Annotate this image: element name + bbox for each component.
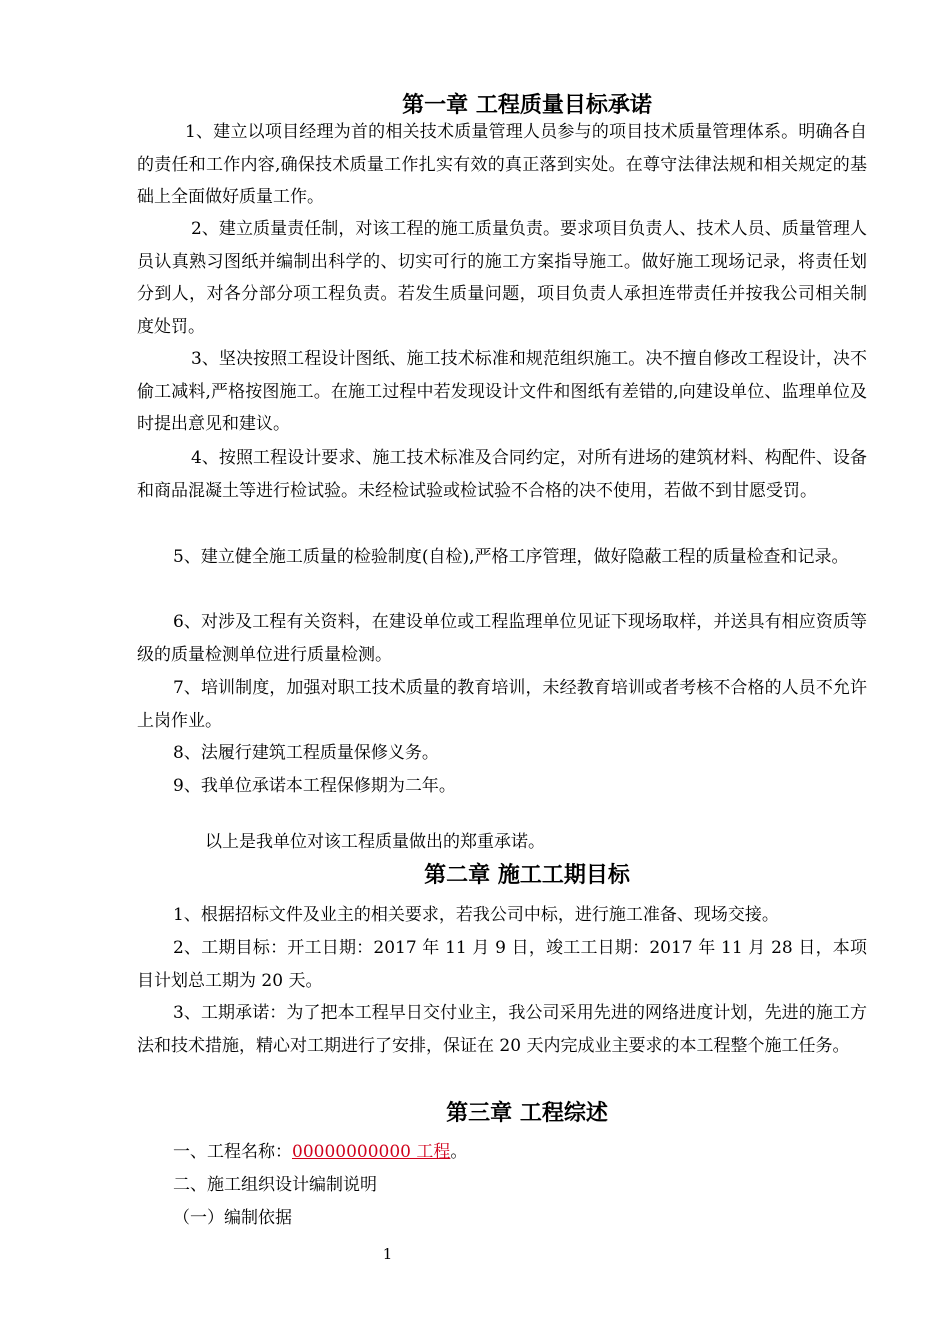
chapter1-item-7: 7、培训制度，加强对职工技术质量的教育培训，未经教育培训或者考核不合格的人员不允许上岗作业。 (137, 678, 867, 731)
chapter1-item-1: 1、建立以项目经理为首的相关技术质量管理人员参与的项目技术质量管理体系。明确各自的责任和工作内容,确保技术质量工作扎实有效的真正落到实处。在尊守法律法规和相关规定的基础上全面做好质量工作。 (137, 122, 867, 207)
project-name: 00000000000 工程 (292, 1142, 451, 1162)
chapter3-title: 第三章 工程综述 (446, 1100, 608, 1126)
chapter1-title: 第一章 工程质量目标承诺 (402, 92, 652, 118)
chapter3-item-3: （一）编制依据 (173, 1208, 292, 1228)
chapter1-item-2: 2、建立质量责任制，对该工程的施工质量负责。要求项目负责人、技术人员、质量管理人员认真熟习图纸并编制出科学的、切实可行的施工方案指导施工。做好施工现场记录，将责任划分到人，对各分部分项工程负责。若发生质量问题，项目负责人承担连带责任并按我公司相关制度处罚。 (137, 219, 867, 337)
chapter1-item-9: 9、我单位承诺本工程保修期为二年。 (173, 776, 456, 796)
chapter2-title: 第二章 施工工期目标 (424, 862, 630, 888)
chapter2-item-1: 1、根据招标文件及业主的相关要求，若我公司中标，进行施工准备、现场交接。 (173, 905, 779, 925)
chapter2-item-3: 3、工期承诺：为了把本工程早日交付业主，我公司采用先进的网络进度计划，先进的施工方法和技术措施，精心对工期进行了安排，保证在 20 天内完成业主要求的本工程整个施工任务。 (137, 1003, 867, 1056)
chapter1-item-8: 8、法履行建筑工程质量保修义务。 (173, 743, 439, 763)
chapter1-item-5: 5、建立健全施工质量的检验制度(自检),严格工序管理，做好隐蔽工程的质量检查和记录。 (173, 547, 849, 567)
chapter3-item-2: 二、施工组织设计编制说明 (173, 1175, 377, 1195)
chapter1-item-3: 3、坚决按照工程设计图纸、施工技术标准和规范组织施工。决不擅自修改工程设计，决不偷工减料,严格按图施工。在施工过程中若发现设计文件和图纸有差错的,向建设单位、监理单位及时提出意见和建议。 (137, 349, 867, 434)
chapter1-closing: 以上是我单位对该工程质量做出的郑重承诺。 (205, 832, 545, 852)
chapter2-item-2: 2、工期目标：开工日期：2017 年 11 月 9 日，竣工工日期：2017 年 11 月 28 日，本项目计划总工期为 20 天。 (137, 938, 867, 991)
chapter3-item-1: 一、工程名称：00000000000 工程。 (173, 1142, 468, 1162)
chapter1-item-4: 4、按照工程设计要求、施工技术标准及合同约定，对所有进场的建筑材料、构配件、设备和商品混凝土等进行检试验。未经检试验或检试验不合格的决不使用，若做不到甘愿受罚。 (137, 448, 867, 501)
page-number: 1 (382, 1245, 393, 1263)
chapter1-item-6: 6、对涉及工程有关资料，在建设单位或工程监理单位见证下现场取样，并送具有相应资质等级的质量检测单位进行质量检测。 (137, 612, 867, 665)
